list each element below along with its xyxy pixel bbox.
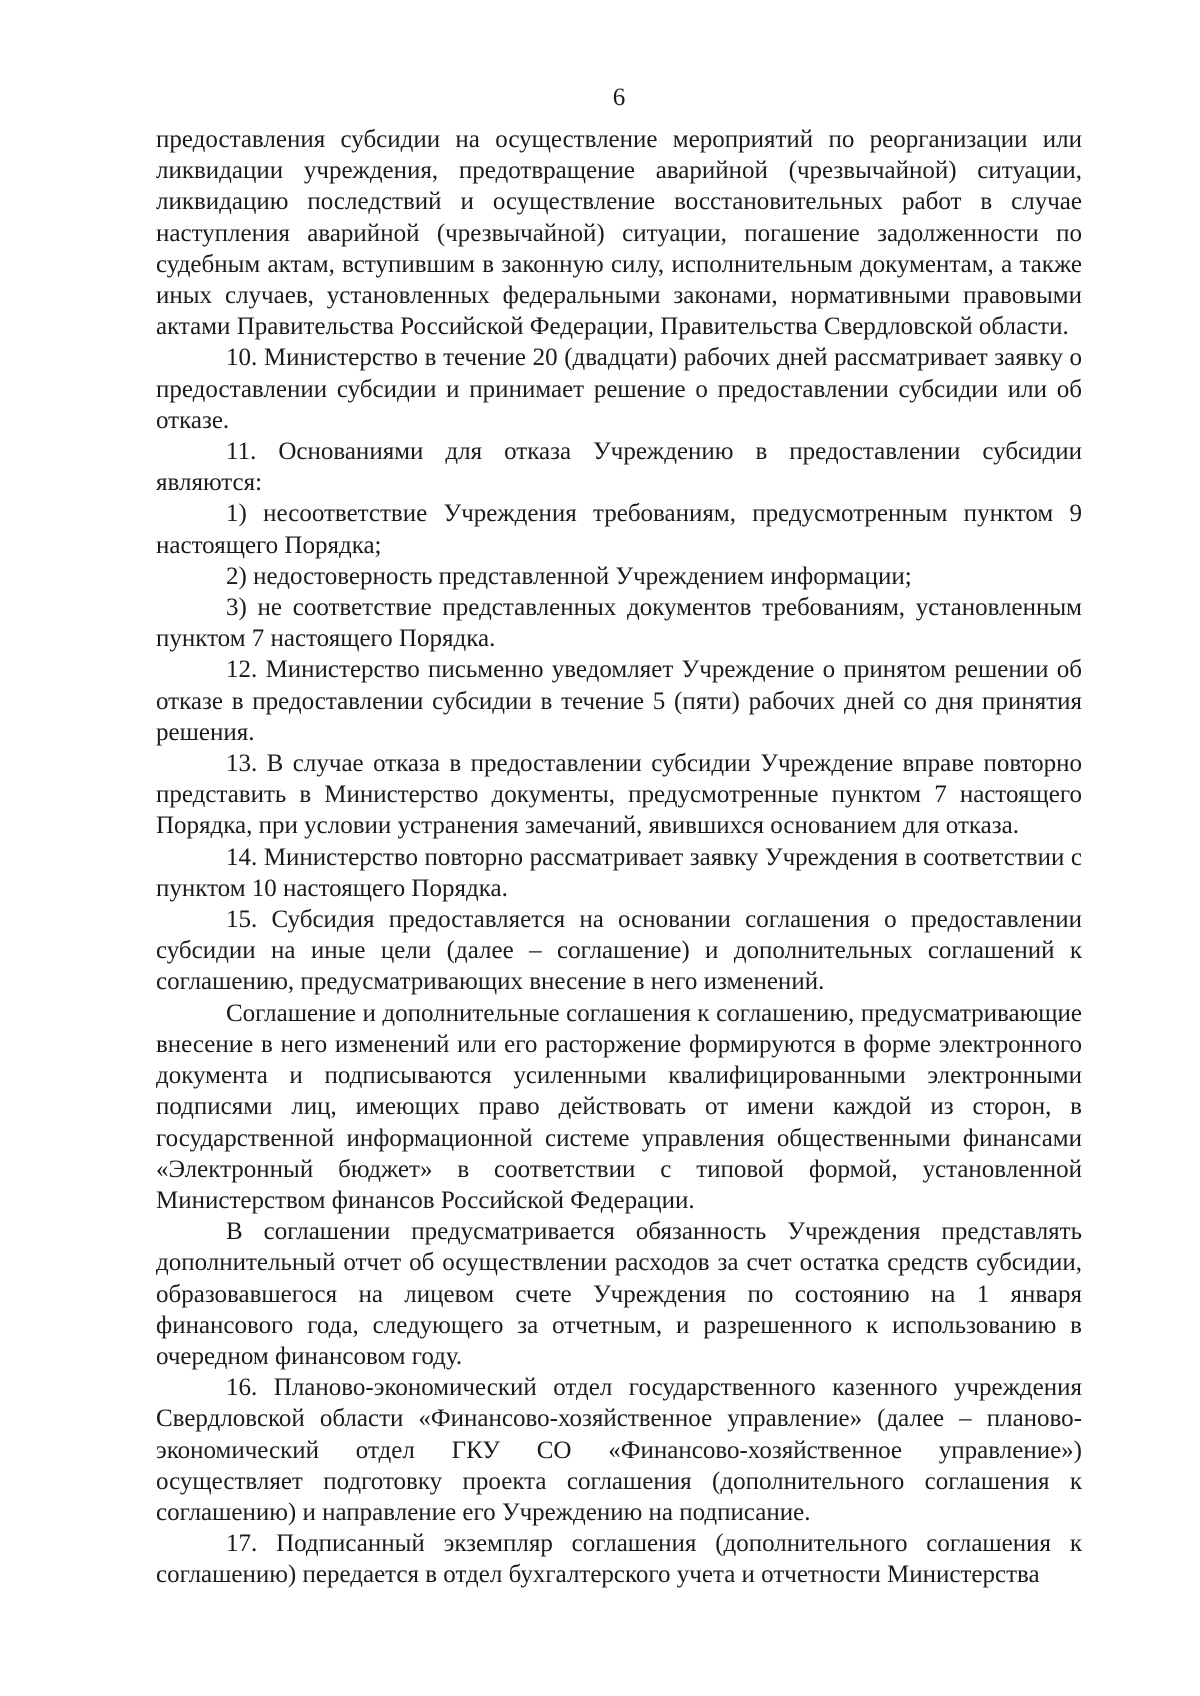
- document-body: [156, 124, 1082, 1591]
- paragraph-item-13: 13. В случае отказа в предоставлении субсидии Учреждение вправе повторно представить в Министерство документы, предусмотренные пунктом 7 настоящего Порядка, при условии устранения замечаний, явившихся основанием для отказа.: [156, 750, 1082, 840]
- paragraph-item-10: 10. Министерство в течение 20 (двадцати) рабочих дней рассматривает заявку о предоставлении субсидии и принимает решение о предоставлении субсидии или об отказе.: [156, 344, 1082, 434]
- paragraph-item-16: 16. Планово-экономический отдел государственного казенного учреждения Свердловской области «Финансово-хозяйственное управление» (далее – планово-экономический отдел ГКУ СО «Финансово-хозяйственное управление») осуществляет подготовку проекта соглашения (дополнительного соглашения к соглашению) и направление его Учреждению на подписание.: [156, 1374, 1082, 1526]
- paragraph-subitem-3: 3) не соответствие представленных документов требованиям, установленным пунктом 7 настоящего Порядка.: [156, 594, 1082, 653]
- paragraph-item-14: 14. Министерство повторно рассматривает заявку Учреждения в соответствии с пунктом 10 настоящего Порядка.: [156, 843, 1082, 902]
- paragraph-continuation: предоставления субсидии на осуществление мероприятий по реорганизации или ликвидации учреждения, предотвращение аварийной (чрезвычайной) ситуации, ликвидацию последствий и осуществление восстановительных работ в случае наступления аварийной (чрезвычайной) ситуации, погашение задолженности по судебным актам, вступившим в законную силу, исполнительным документам, а также иных случаев, установленных федеральными законами, нормативными правовыми актами Правительства Российской Федерации, Правительства Свердловской области.: [156, 126, 1082, 341]
- paragraph-item-15: 15. Субсидия предоставляется на основании соглашения о предоставлении субсидии на иные цели (далее – соглашение) и дополнительных соглашений к соглашению, предусматривающих внесение в него изменений.: [156, 906, 1082, 996]
- paragraph-subitem-1: 1) несоответствие Учреждения требованиям, предусмотренным пунктом 9 настоящего Порядка;: [156, 500, 1082, 559]
- paragraph-agreement-form: Соглашение и дополнительные соглашения к соглашению, предусматривающие внесение в него изменений или его расторжение формируются в форме электронного документа и подписываются усиленными квалифицированными электронными подписями лиц, имеющих право действовать от имени каждой из сторон, в государственной информационной системе управления общественными финансами «Электронный бюджет» в соответствии с типовой формой, установленной Министерством финансов Российской Федерации.: [156, 999, 1082, 1214]
- paragraph-item-11: 11. Основаниями для отказа Учреждению в предоставлении субсидии являются:: [156, 438, 1082, 497]
- page-number: 6: [612, 84, 626, 111]
- paragraph-item-17: 17. Подписанный экземпляр соглашения (дополнительного соглашения к соглашению) передается в отдел бухгалтерского учета и отчетности Министерства: [156, 1530, 1082, 1589]
- paragraph-item-12: 12. Министерство письменно уведомляет Учреждение о принятом решении об отказе в предоставлении субсидии в течение 5 (пяти) рабочих дней со дня принятия решения.: [156, 656, 1082, 746]
- paragraph-subitem-2: 2) недостоверность представленной Учреждением информации;: [226, 562, 912, 590]
- paragraph-agreement-report: В соглашении предусматривается обязанность Учреждения представлять дополнительный отчет об осуществлении расходов за счет остатка средств субсидии, образовавшегося на лицевом счете Учреждения по состоянию на 1 января финансового года, следующего за отчетным, и разрешенного к использованию в очередном финансовом году.: [156, 1218, 1082, 1370]
